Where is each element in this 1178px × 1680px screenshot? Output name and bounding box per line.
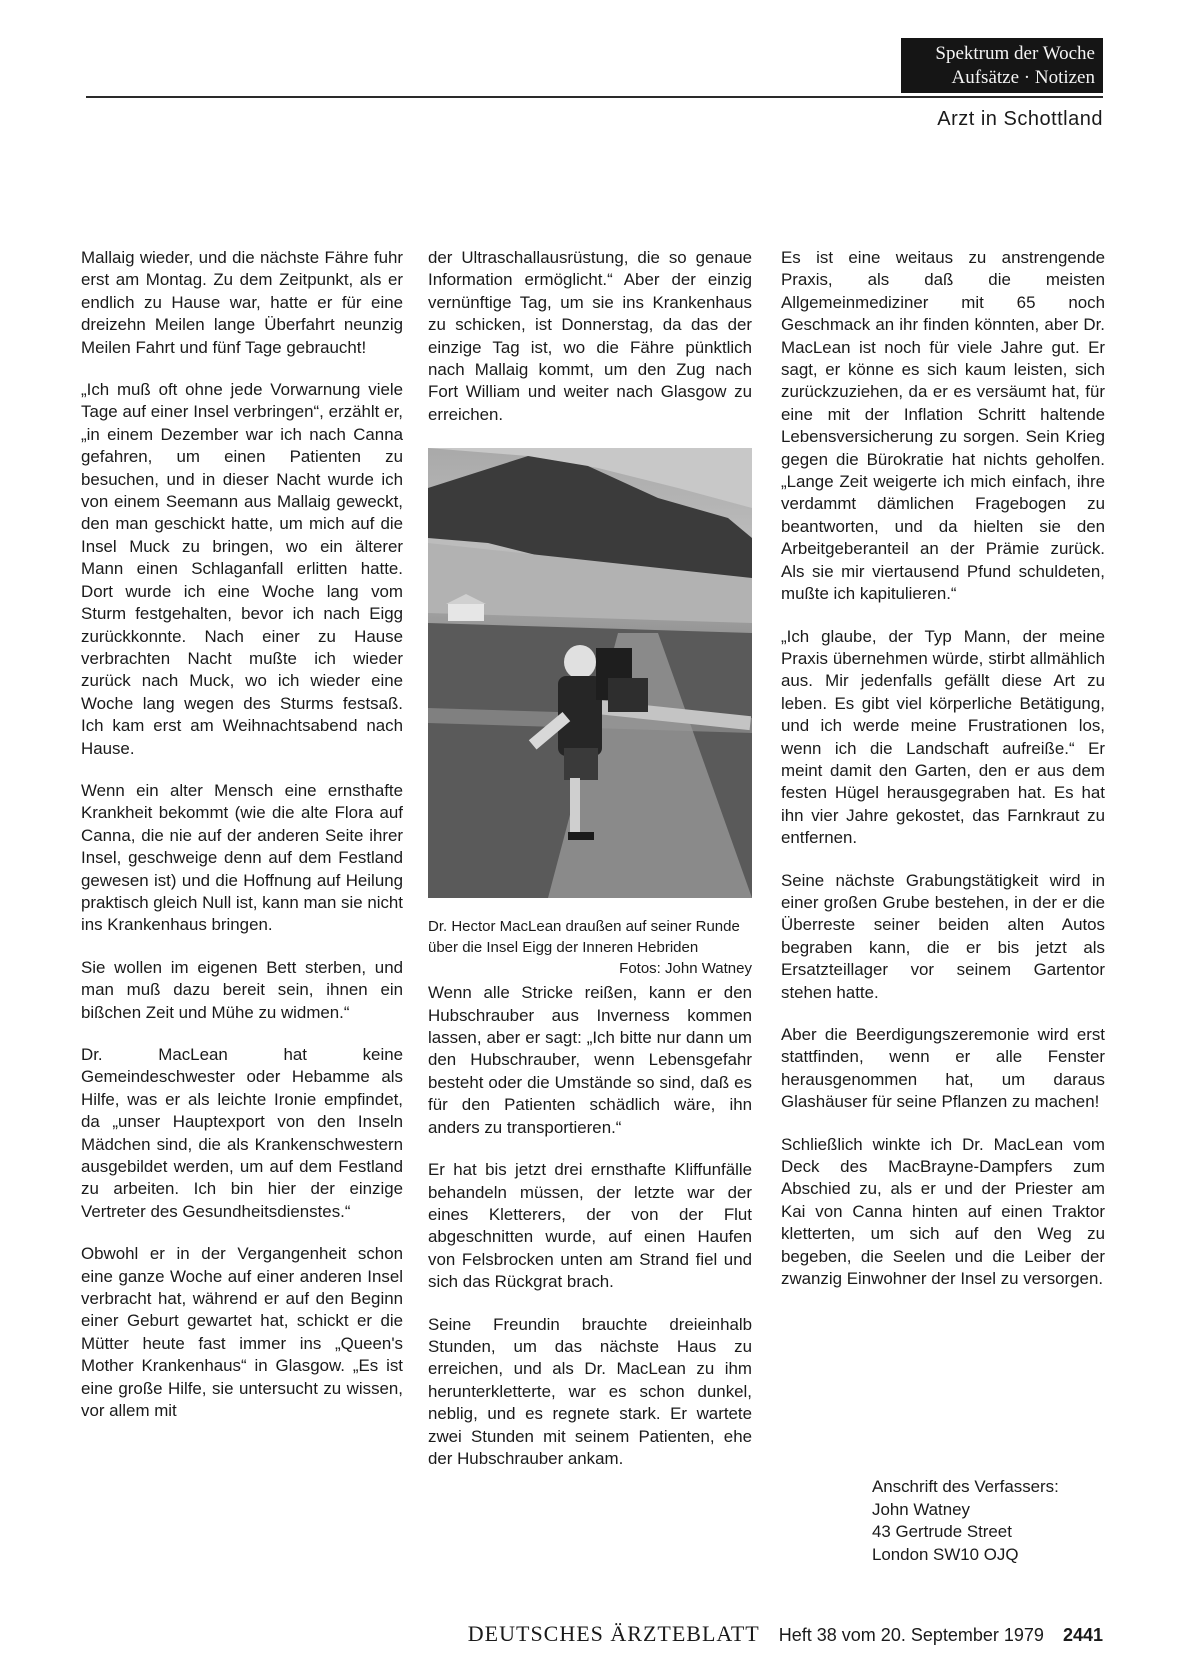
photo-caption [428, 916, 752, 978]
paragraph: Wenn alle Stricke reißen, kann er den Hubschrauber aus Inverness kommen lassen, aber er sagt: „Ich bitte nur dann um den Hubschrauber, wenn Lebensgefahr besteht oder die Umstände so sind, daß es für den Patienten schädlich wäre, ihn anders zu transportieren.“ [428, 983, 752, 1137]
paragraph: Schließlich winkte ich Dr. MacLean vom Deck des MacBrayne-Dampfers zum Abschied zu, als er und der Priester am Kai von Canna hinten auf einen Traktor kletterten, um sich auf den Weg zu begeben, die Seelen und die Leiber der zwanzig Einwohner der Insel zu versorgen. [781, 1134, 1105, 1289]
paragraph: Wenn ein alter Mensch eine ernsthafte Krankheit bekommt (wie die alte Flora auf Canna, die nie auf der anderen Seite ihrer Insel, geschweige denn auf dem Festland gewesen ist) und die Hoffnung auf Heilung praktisch gleich Null ist, kann man sie nicht ins Krankenhaus bringen. [81, 780, 404, 935]
address-street: 43 Gertrude Street [872, 1522, 1012, 1542]
badge-line-1: Spektrum der Woche [935, 43, 1095, 64]
paragraph: Seine nächste Grabungstätigkeit wird in einer großen Grube bestehen, in der er die Überreste seiner beiden alten Autos begraben kann, die er bis jetzt als Ersatzteillager vor seinem Gartentor stehen hatte. [781, 870, 1105, 1002]
journal-name: DEUTSCHES ÄRZTEBLATT [467, 1621, 760, 1646]
paragraph: Sie wollen im eigenen Bett sterben, und man muß dazu bereit sein, ihnen ein bißchen Zeit und Mühe zu widmen.“ [81, 957, 403, 1022]
photo-credit: Fotos: John Watney [619, 960, 752, 978]
paragraph: „Ich muß oft ohne jede Vorwarnung viele Tage auf einer Insel verbringen“, erzählt er, „in einem Dezember war ich nach Canna gefahren, um einen Patienten zu besuchen, und in dieser Nacht wurde ich von einem Seemann aus Mallaig geweckt, den man geschickt hatte, um mich auf die Insel Muck zu bringen, wo ein älterer Mann einen Schlaganfall erlitten hatte. Dort wurde ich eine Woche lang vom Sturm festgehalten, bevor ich nach Eigg zurückkonnte. Nach einer zu Hause verbrachten Nacht mußte ich wieder zurück nach Muck, wo ich wieder eine Woche lang wegen des Sturms festsaß. Ich kam erst am Weihnachtsabend nach Hause. [81, 380, 403, 758]
article-column-1 [81, 247, 403, 1443]
section-title: Arzt in Schottland [937, 108, 1103, 130]
article-column-3 [781, 247, 1105, 1310]
paragraph: Seine Freundin brauchte dreieinhalb Stunden, um das nächste Haus zu erreichen, und als Dr. MacLean zu ihm herunterkletterte, war es schon dunkel, neblig, und es regnete stark. Er wartete zwei Stunden mit seinem Patienten, ehe der Hubschrauber ankam. [428, 1314, 752, 1468]
paragraph: Aber die Beerdigungszeremonie wird erst stattfinden, wenn er alle Fenster herausgenommen hat, um daraus Glashäuser für seine Pflanzen zu machen! [781, 1025, 1105, 1112]
paragraph: Es ist eine weitaus zu anstrengende Praxis, als daß die meisten Allgemeinmediziner mit 65 noch Geschmack an ihr finden könnten, aber Dr. MacLean ist noch für viele Jahre gut. Er sagt, er könne es sich kaum leisten, sich zurückzuziehen, da er es versäumt hat, für eine mit der Inflation Schritt haltende Lebensversicherung zu sorgen. Sein Krieg gegen die Bürokratie hat nichts geholfen. „Lange Zeit weigerte ich mich einfach, ihre verdammt dämlichen Fragebogen zu beantworten, und da hielten sie den Arbeitgeberanteil an der Prämie zurück. Als sie mir viertausend Pfund schuldeten, mußte ich kapitulieren.“ [781, 248, 1105, 604]
caption-text: Dr. Hector MacLean draußen auf seiner Runde über die Insel Eigg der Inneren Hebriden [428, 918, 740, 957]
paragraph: Mallaig wieder, und die nächste Fähre fuhr erst am Montag. Zu dem Zeitpunkt, als er endlich zu Hause war, hatte er für eine dreizehn Meilen lange Überfahrt neunzig Meilen Fahrt und fünf Tage gebraucht! [81, 248, 403, 357]
section-badge [901, 38, 1103, 93]
author-address [872, 1476, 1112, 1566]
page-number: 2441 [1062, 1625, 1103, 1645]
photo-doctor-on-island [428, 448, 752, 898]
address-label: Anschrift des Verfassers: [872, 1477, 1059, 1496]
author-name: John Watney [872, 1499, 970, 1519]
photo-illustration [428, 448, 752, 898]
header-rule [86, 96, 1103, 98]
issue-info: Heft 38 vom 20. September 1979 [778, 1625, 1044, 1645]
paragraph: Er hat bis jetzt drei ernsthafte Kliffunfälle behandeln müssen, der letzte war der eines Kletterers, der von der Flut abgeschnitten wurde, auf einen Haufen von Felsbrocken unten am Strand fiel und sich das Rückgrat brach. [428, 1160, 752, 1292]
address-city: London SW10 OJQ [872, 1544, 1019, 1564]
page-footer [468, 1621, 1103, 1647]
paragraph: „Ich glaube, der Typ Mann, der meine Praxis übernehmen würde, stirbt allmählich aus. Mir jedenfalls gefällt diese Art zu leben. Es gibt viel körperliche Betätigung, und ich werde meine Frustrationen los, wenn ich die Landschaft aufreiße.“ Er meint damit den Garten, den er aus dem festen Hügel herausgegraben hat. Es hat ihn vier Jahre gekostet, das Farnkraut zu entfernen. [781, 626, 1105, 848]
badge-line-2: Aufsätze · Notizen [951, 67, 1095, 88]
article-column-2 [428, 247, 752, 1490]
paragraph: Obwohl er in der Vergangenheit schon eine ganze Woche auf einer anderen Insel verbracht hat, während er auf den Beginn einer Geburt gewartet hat, schickt er die Mütter heute fast immer ins „Queen's Mother Krankenhaus“ in Glasgow. „Es ist eine große Hilfe, sie untersucht zu wissen, vor allem mit [81, 1244, 403, 1421]
paragraph: Dr. MacLean hat keine Gemeindeschwester oder Hebamme als Hilfe, was er als leichte Ironie empfindet, da „unser Hauptexport von den Inseln Mädchen sind, die als Krankenschwestern ausgebildet werden, um auf dem Festland zu arbeiten. Ich bin hier der einzige Vertreter des Gesundheitsdienstes.“ [81, 1045, 403, 1221]
paragraph: der Ultraschallausrüstung, die so genaue Information ermöglicht.“ Aber der einzig vernünftige Tag, um sie ins Krankenhaus zu schicken, ist Donnerstag, da das der einzige Tag ist, wo die Fähre pünktlich nach Mallaig kommt, um den Zug nach Fort William und weiter nach Glasgow zu erreichen. [428, 248, 752, 424]
